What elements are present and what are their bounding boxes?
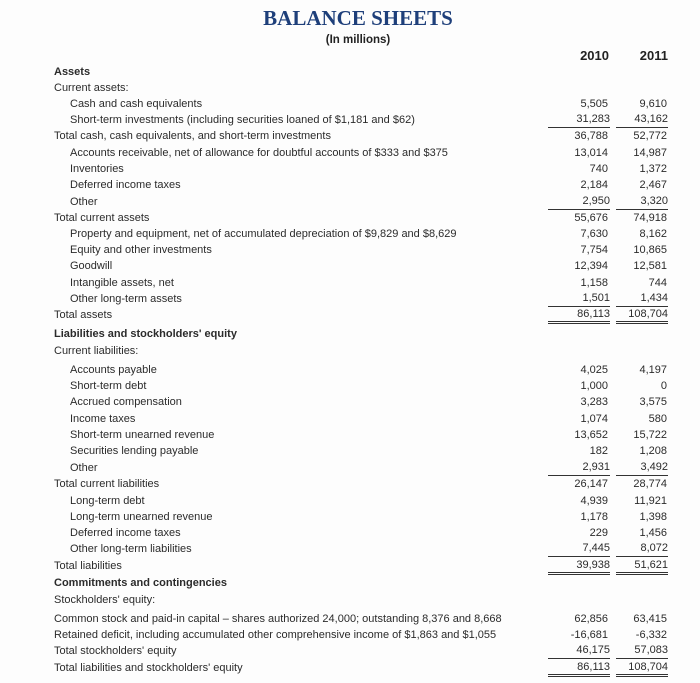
- value-2011: 10,865: [633, 244, 667, 256]
- table-row: [0, 307, 700, 323]
- value-2010: 7,630: [580, 228, 608, 240]
- table-row: [0, 643, 700, 659]
- value-2011: 57,083: [616, 643, 668, 659]
- value-2010: 13,014: [574, 147, 608, 159]
- row-label: Total stockholders' equity: [54, 645, 177, 657]
- row-label: Securities lending payable: [70, 445, 199, 457]
- table-row: [0, 145, 700, 161]
- table-row: [0, 161, 700, 177]
- value-2010: 740: [589, 163, 608, 175]
- row-label: Short-term investments (including securities loaned of $1,181 and $62): [70, 114, 415, 126]
- row-label: Total assets: [54, 309, 113, 321]
- table-row: [0, 411, 700, 427]
- value-2010: 4,025: [580, 364, 608, 376]
- row-label: Accounts payable: [70, 364, 157, 376]
- value-2010: 86,113: [548, 307, 610, 324]
- table-row: [0, 275, 700, 291]
- table-row: [0, 80, 700, 96]
- table-row: [0, 194, 700, 210]
- value-2011: 11,921: [634, 495, 667, 507]
- row-label: Accounts receivable, net of allowance for doubtful accounts of $333 and $375: [70, 147, 448, 159]
- table-row: [0, 592, 700, 608]
- row-label: Long-term debt: [70, 495, 145, 507]
- table-row: [0, 558, 700, 574]
- table-row: [0, 378, 700, 394]
- value-2010: 3,283: [580, 396, 608, 408]
- value-2010: 1,178: [580, 511, 608, 523]
- value-2010: 26,147: [574, 478, 608, 490]
- value-2010: 5,505: [580, 98, 608, 110]
- value-2010: 62,856: [574, 613, 608, 625]
- table-row: [0, 291, 700, 307]
- value-2011: 3,320: [616, 194, 668, 210]
- value-2011: 8,072: [616, 541, 668, 557]
- table-row: [0, 525, 700, 541]
- value-2010: 12,394: [574, 260, 608, 272]
- row-label: Total current liabilities: [54, 478, 160, 490]
- value-2011: 51,621: [616, 558, 668, 575]
- year-header-2011: 2011: [639, 48, 668, 63]
- value-2010: 1,074: [580, 413, 608, 425]
- value-2011: 63,415: [633, 613, 667, 625]
- row-label: Deferred income taxes: [70, 179, 181, 191]
- value-2011: 0: [660, 380, 667, 392]
- value-2010: 31,283: [548, 112, 610, 128]
- value-2010: 55,676: [574, 212, 608, 224]
- value-2011: 108,704: [616, 660, 668, 677]
- table-row: [0, 476, 700, 492]
- value-2011: 43,162: [616, 112, 668, 128]
- table-row: [0, 611, 700, 627]
- table-row: [0, 460, 700, 476]
- row-label: Inventories: [70, 163, 124, 175]
- value-2011: 1,398: [639, 511, 667, 523]
- table-row: [0, 112, 700, 128]
- value-2010: -16,681: [570, 629, 608, 641]
- row-label: Long-term unearned revenue: [70, 511, 213, 523]
- value-2011: 108,704: [616, 307, 668, 324]
- value-2010: 1,158: [580, 277, 608, 289]
- value-2011: 4,197: [639, 364, 667, 376]
- value-2010: 36,788: [574, 130, 608, 142]
- table-row: [0, 326, 700, 342]
- value-2010: 1,501: [548, 291, 610, 307]
- value-2011: -6,332: [635, 629, 667, 641]
- row-label: Commitments and contingencies: [54, 577, 227, 589]
- row-label: Liabilities and stockholders' equity: [54, 328, 237, 340]
- row-label: Current liabilities:: [54, 345, 139, 357]
- row-label: Current assets:: [54, 82, 129, 94]
- value-2011: 1,434: [616, 291, 668, 307]
- table-row: [0, 427, 700, 443]
- table-row: [0, 226, 700, 242]
- row-label: Common stock and paid-in capital – shares authorized 24,000; outstanding 8,376 and 8,668: [54, 613, 502, 625]
- value-2010: 2,184: [580, 179, 608, 191]
- value-2010: 86,113: [548, 660, 610, 677]
- table-row: [0, 509, 700, 525]
- value-2010: 13,652: [574, 429, 608, 441]
- row-label: Other long-term liabilities: [70, 543, 192, 555]
- value-2011: 1,456: [639, 527, 667, 539]
- row-label: Total cash, cash equivalents, and short-term investments: [54, 130, 331, 142]
- value-2011: 3,492: [616, 460, 668, 476]
- value-2011: 580: [648, 413, 667, 425]
- table-row: [0, 64, 700, 80]
- table-row: [0, 96, 700, 112]
- row-label: Other: [70, 462, 98, 474]
- row-label: Accrued compensation: [70, 396, 182, 408]
- value-2011: 52,772: [633, 130, 667, 142]
- value-2011: 1,208: [639, 445, 667, 457]
- table-row: [0, 394, 700, 410]
- row-label: Stockholders' equity:: [54, 594, 156, 606]
- value-2011: 1,372: [639, 163, 667, 175]
- row-label: Short-term debt: [70, 380, 147, 392]
- table-row: [0, 541, 700, 557]
- row-label: Assets: [54, 66, 91, 78]
- value-2011: 8,162: [639, 228, 667, 240]
- row-label: Deferred income taxes: [70, 527, 181, 539]
- table-row: [0, 493, 700, 509]
- value-2010: 46,175: [548, 643, 610, 659]
- row-label: Other: [70, 196, 98, 208]
- table-row: [0, 210, 700, 226]
- table-row: [0, 242, 700, 258]
- year-header-2010: 2010: [580, 48, 609, 63]
- value-2011: 9,610: [639, 98, 667, 110]
- table-row: [0, 627, 700, 643]
- value-2011: 15,722: [633, 429, 667, 441]
- value-2011: 3,575: [639, 396, 667, 408]
- value-2011: 28,774: [633, 478, 667, 490]
- row-label: Equity and other investments: [70, 244, 212, 256]
- value-2010: 39,938: [548, 558, 610, 575]
- row-label: Total liabilities: [54, 560, 122, 572]
- table-row: [0, 177, 700, 193]
- table-row: [0, 660, 700, 676]
- table-row: [0, 362, 700, 378]
- row-label: Retained deficit, including accumulated other comprehensive income of $1,863 and $1,055: [54, 629, 497, 641]
- page-subtitle: (In millions): [325, 34, 391, 46]
- row-label: Other long-term assets: [70, 293, 182, 305]
- value-2010: 2,931: [548, 460, 610, 476]
- row-label: Property and equipment, net of accumulated depreciation of $9,829 and $8,629: [70, 228, 457, 240]
- value-2010: 229: [589, 527, 608, 539]
- value-2011: 2,467: [639, 179, 667, 191]
- row-label: Total current assets: [54, 212, 150, 224]
- page-title: BALANCE SHEETS: [263, 6, 453, 30]
- value-2011: 14,987: [633, 147, 667, 159]
- value-2010: 4,939: [580, 495, 608, 507]
- row-label: Goodwill: [70, 260, 113, 272]
- row-label: Intangible assets, net: [70, 277, 174, 289]
- value-2011: 744: [648, 277, 667, 289]
- table-row: [0, 258, 700, 274]
- value-2010: 7,754: [580, 244, 608, 256]
- row-label: Income taxes: [70, 413, 136, 425]
- value-2010: 7,445: [548, 541, 610, 557]
- value-2010: 2,950: [548, 194, 610, 210]
- table-row: [0, 128, 700, 144]
- table-row: [0, 343, 700, 359]
- table-row: [0, 443, 700, 459]
- value-2011: 12,581: [633, 260, 667, 272]
- table-row: [0, 575, 700, 591]
- value-2011: 74,918: [633, 212, 667, 224]
- value-2010: 1,000: [580, 380, 608, 392]
- value-2010: 182: [589, 445, 608, 457]
- row-label: Short-term unearned revenue: [70, 429, 215, 441]
- row-label: Total liabilities and stockholders' equity: [54, 662, 243, 674]
- row-label: Cash and cash equivalents: [70, 98, 203, 110]
